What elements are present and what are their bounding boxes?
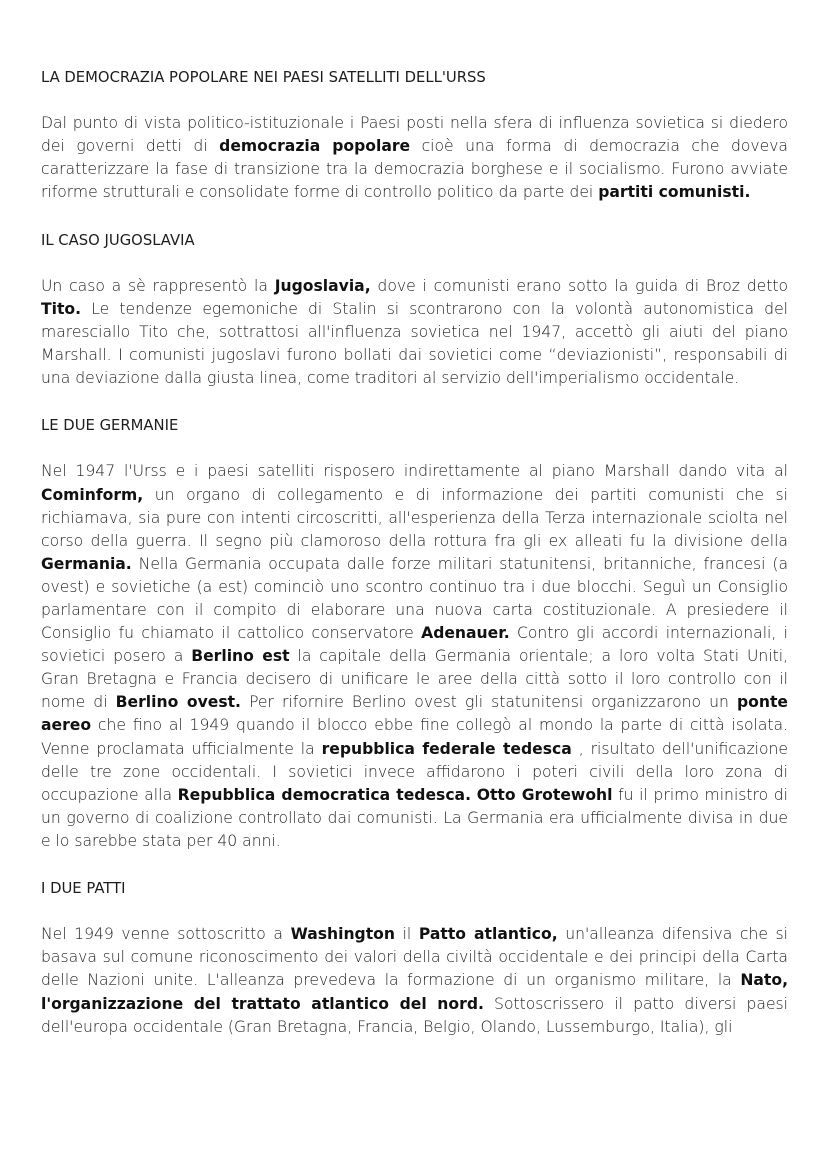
section-paragraph: Un caso a sè rappresentò la Jugoslavia, dove i comunisti erano sotto la guida di Broz detto Tito. Le tendenze egemoniche di Stalin si scontrarono con la volontà autonomistica del maresciallo Tito che, sottrattosi all'influenza sovietica nel 1947, accettò gli aiuti del piano Marshall. I comunisti jugoslavi furono bollati dai sovietici come “deviazionisti”, responsabili di una deviazione dalla giusta linea, come traditori al servizio dell'imperialismo occidentale. [41, 276, 788, 388]
section-caso-jugoslavia [41, 229, 788, 391]
section-paragraph: Nel 1949 venne sottoscritto a Washington il Patto atlantico, un'alleanza difensiva che si basava sul comune riconoscimento dei valori della civiltà occidentale e dei principi della Carta delle Nazioni unite. L'alleanza prevedeva la formazione di un organismo militare, la Nato, l'organizzazione del trattato atlantico del nord. Sottoscrissero il patto diversi paesi dell'europa occidentale (Gran Bretagna, Francia, Belgio, Olando, Lussemburgo, Italia), gli [41, 925, 788, 1036]
section-title: LE DUE GERMANIE [41, 417, 179, 435]
section-title: IL CASO JUGOSLAVIA [41, 231, 195, 249]
section-paragraph: Nel 1947 l'Urss e i paesi satelliti risposero indirettamente al piano Marshall dando vita al Cominform, un organo di collegamento e di informazione dei partiti comunisti che si richiamava, sia pure con intenti circoscritti, all'esperienza della Terza internazionale sciolta nel corso della guerra. Il segno più clamoroso della rottura fra gli ex alleati fu la divisione della Germania. Nella Germania occupata dalle forze militari statunitensi, britanniche, francesi (a ovest) e sovietiche (a est) cominciò uno scontro continuo tra i due blocchi. Seguì un Consiglio parlamentare con il compito di elaborare una nuova carta costituzionale. A presiedere il Consiglio fu chiamato il cattolico conservatore Adenauer. Contro gli accordi internazionali, i sovietici posero a Berlino est la capitale della Germania orientale; a loro volta Stati Uniti, Gran Bretagna e Francia decisero di unificare le aree della città sotto il loro controllo con il nome di Berlino ovest. Per rifornire Berlino ovest gli statunitensi organizzarono un ponte aereo che fino al 1949 quando il blocco ebbe fine collegò al mondo la parte di città isolata. Venne proclamata ufficialmente la repubblica federale tedesca , risultato dell'unificazione delle tre zone occidentali. I sovietici invece affidarono i poteri civili della loro zona di occupazione alla Repubblica democratica tedesca. Otto Grotewohl fu il primo ministro di un governo di coalizione controllato dai comunisti. La Germania era ufficialmente divisa in due e lo sarebbe stata per 40 anni. [41, 462, 789, 850]
section-title: LA DEMOCRAZIA POPOLARE NEI PAESI SATELLITI DELL'URSS [41, 69, 486, 86]
section-democrazia-popolare [41, 66, 788, 205]
section-paragraph: Dal punto di vista politico-istituzionale i Paesi posti nella sfera di influenza sovietica si diedero dei governi detti di democrazia popolare cioè una forma di democrazia che doveva caratterizzare la fase di transizione tra la democrazia borghese e il socialismo. Furono avviate riforme strutturali e consolidate forme di controllo politico da parte dei partiti comunisti. [41, 114, 788, 202]
section-due-germanie [41, 414, 788, 853]
section-due-patti [41, 877, 788, 1039]
section-title: I DUE PATTI [41, 880, 126, 898]
